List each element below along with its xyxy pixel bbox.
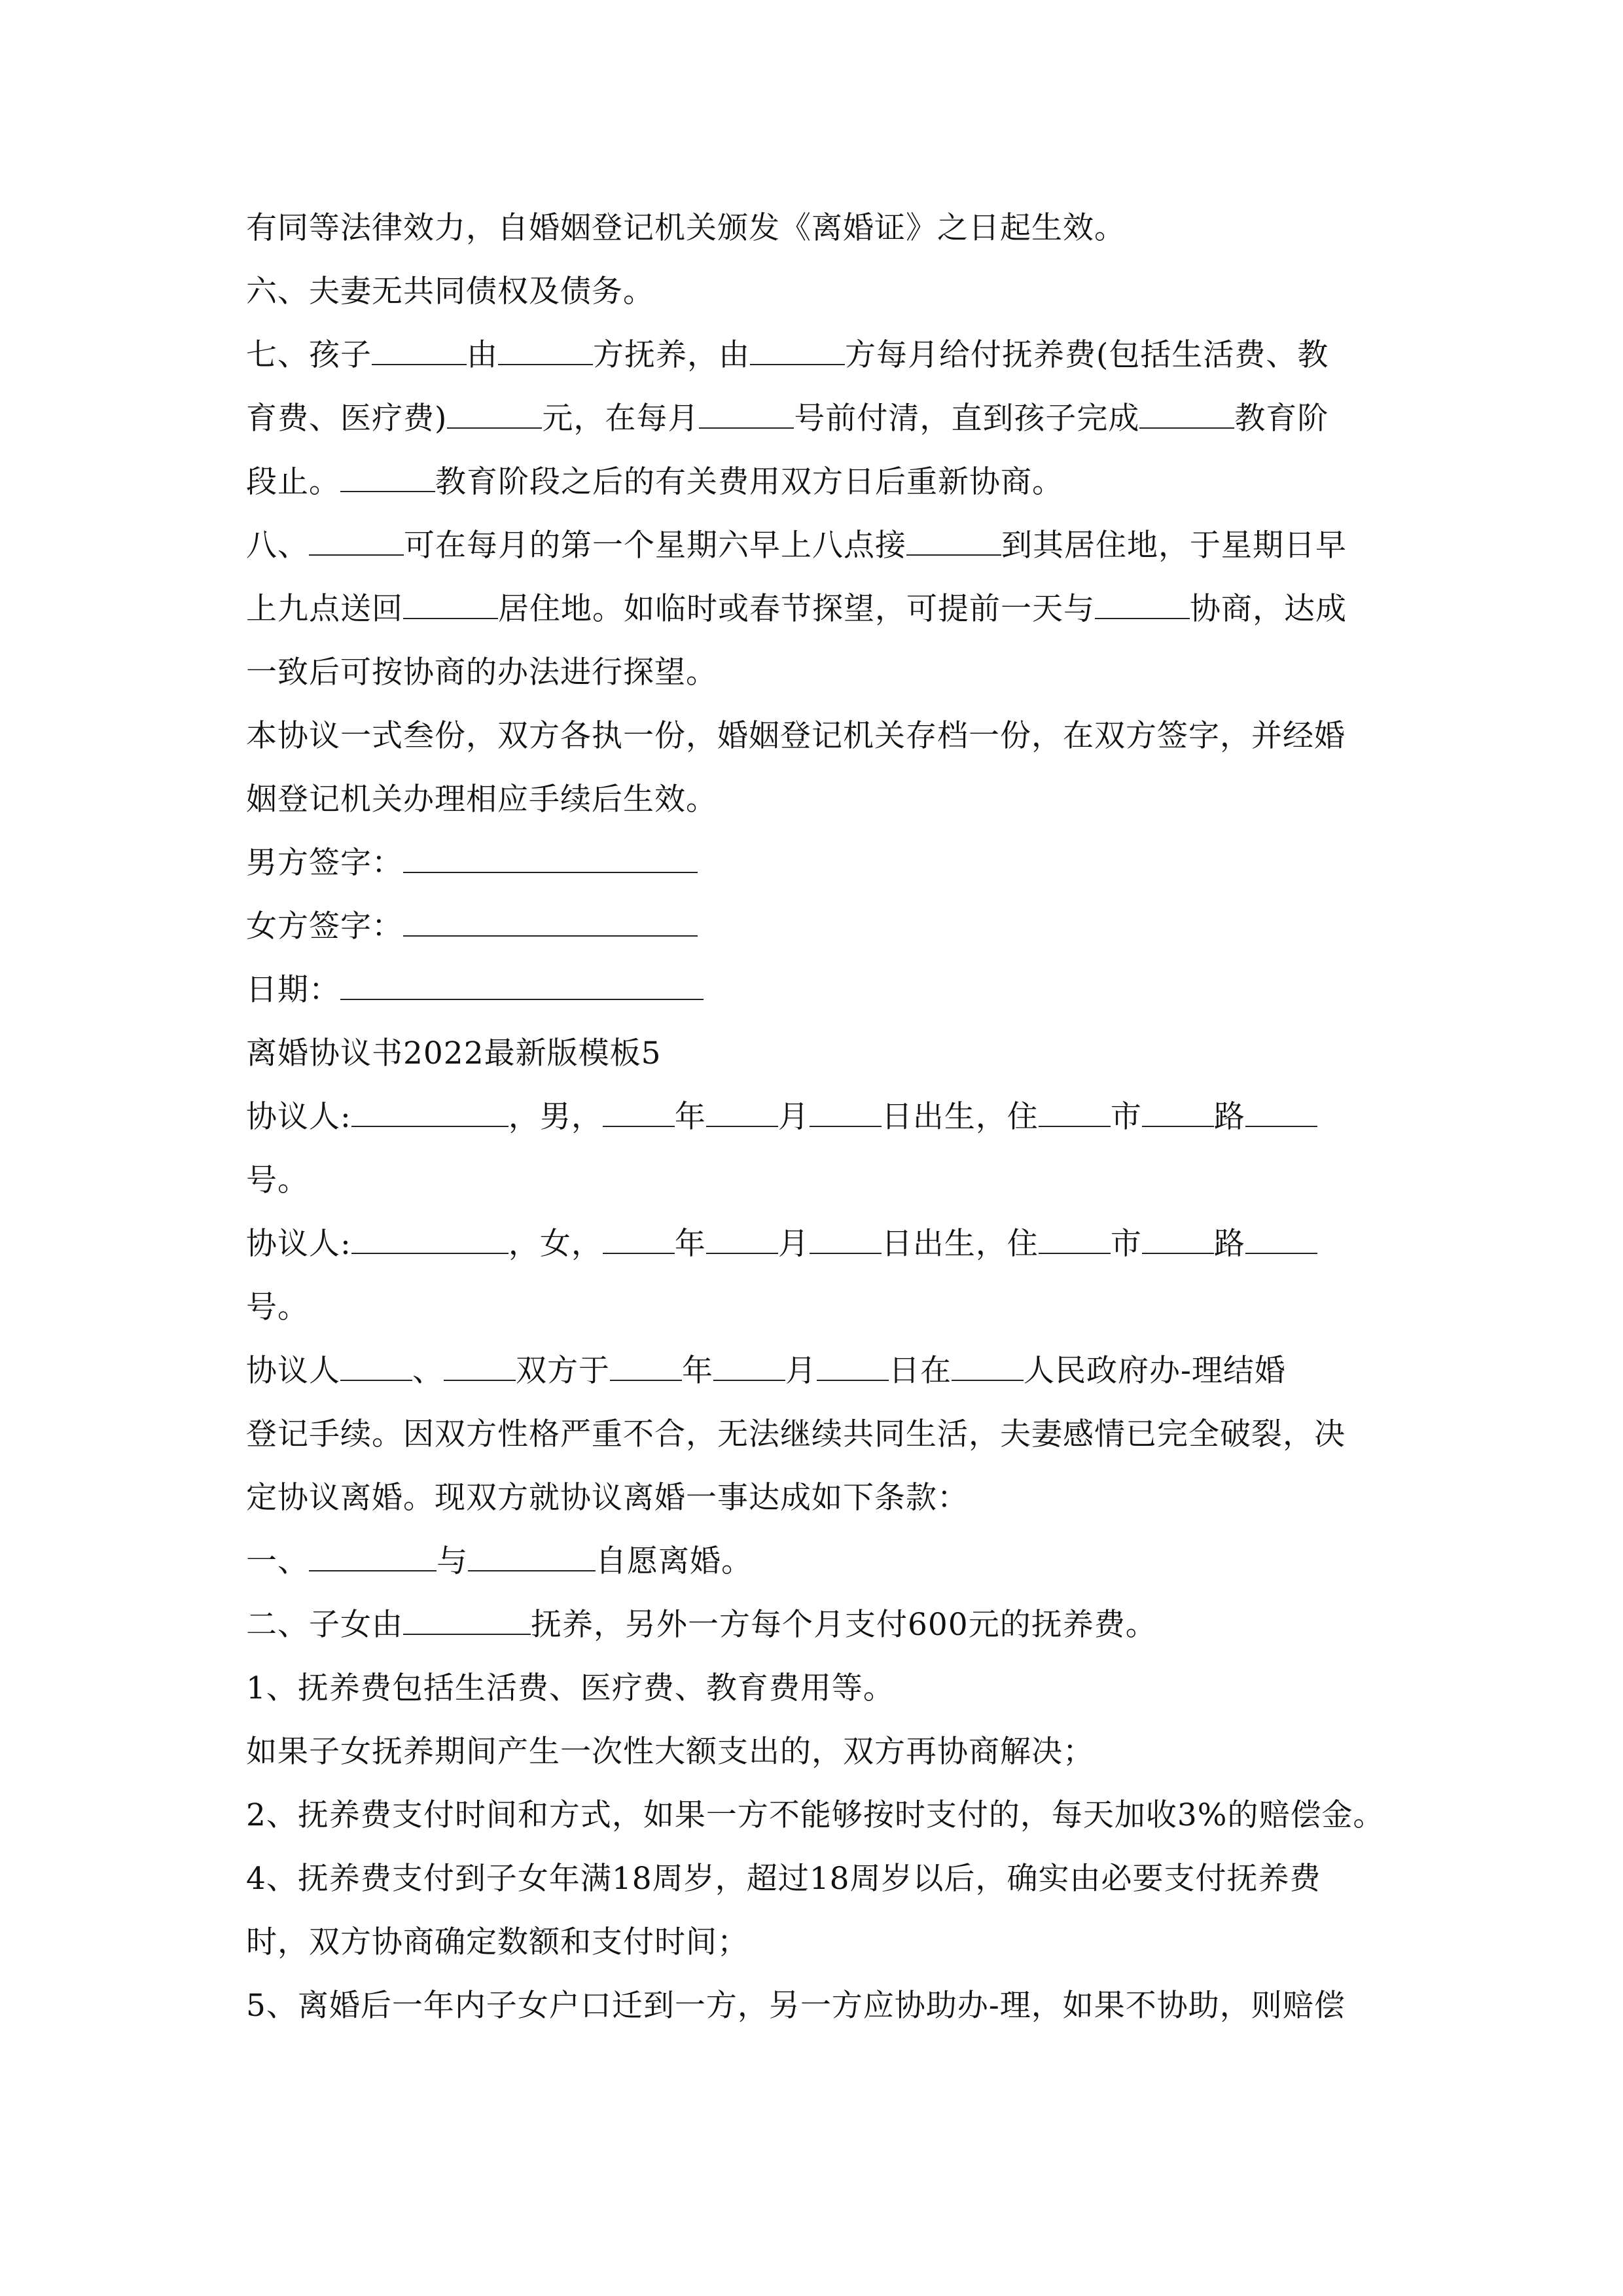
clause-one — [246, 1530, 1378, 1593]
text-segment: 月 — [785, 1353, 817, 1389]
fill-blank — [498, 335, 593, 365]
text-line: 一致后可按协商的办法进行探望。 — [246, 655, 717, 691]
text-line: 有同等法律效力，自婚姻登记机关颁发《离婚证》之日起生效。 — [246, 210, 1126, 246]
text-segment: 日出生，住 — [881, 1099, 1039, 1135]
female-signature-line — [246, 895, 1378, 958]
text-segment: 一、 — [246, 1543, 309, 1579]
text-line: 本协议一式叁份，双方各执一份，婚姻登记机关存档一份，在双方签字，并经婚 — [246, 718, 1346, 754]
text-segment: 号前付清，直到孩子完成 — [794, 401, 1140, 437]
text-line: 登记手续。因双方性格严重不合，无法继续共同生活，夫妻感情已完全破裂，决 — [246, 1416, 1346, 1452]
text-segment: ，男， — [508, 1099, 603, 1135]
document-body — [246, 196, 1385, 2037]
text-line: 5、离婚后一年内子女户口迁到一方，另一方应协助办-理，如果不协助，则赔偿 — [246, 1988, 1346, 2024]
fill-blank — [351, 1224, 508, 1254]
fill-blank — [810, 1224, 882, 1254]
fill-blank — [1245, 1224, 1317, 1254]
text-segment: ，女， — [508, 1226, 603, 1262]
text-line: 号。 — [246, 1162, 309, 1198]
text-segment: 二、子女由 — [246, 1607, 403, 1643]
party-line — [246, 1085, 1378, 1149]
male-signature-label: 男方签字： — [246, 845, 403, 881]
fill-blank — [706, 1224, 778, 1254]
text-segment: 居住地。如临时或春节探望，可提前一天与 — [498, 591, 1095, 627]
text-segment: 协商，达成 — [1190, 591, 1347, 627]
text-segment: 月 — [777, 1226, 810, 1262]
text-segment: 教育阶 — [1234, 401, 1329, 437]
text-segment: 方抚养，由 — [593, 337, 750, 373]
fill-blank — [309, 1541, 437, 1571]
section-title: 离婚协议书2022最新版模板5 — [246, 1035, 662, 1071]
text-segment: 抚养，另外一方每个月支付600元的抚养费。 — [531, 1607, 1157, 1643]
text-segment: 方每月给付抚养费(包括生活费、教 — [845, 337, 1329, 373]
text-segment: 可在每月的第一个星期六早上八点接 — [404, 528, 906, 564]
fill-blank — [1142, 1097, 1214, 1127]
text-segment: 市 — [1110, 1226, 1142, 1262]
text-line — [246, 1339, 1378, 1403]
text-line: 定协议离婚。现双方就协议离婚一事达成如下条款： — [246, 1480, 969, 1516]
text-segment: 市 — [1110, 1099, 1142, 1135]
clause-eight — [246, 514, 1378, 577]
male-signature-line — [246, 831, 1378, 895]
text-segment: 路 — [1213, 1099, 1245, 1135]
text-line — [246, 387, 1378, 450]
text-segment: 到其居住地，于星期日早 — [1001, 528, 1347, 564]
text-segment: 自愿离婚。 — [596, 1543, 753, 1579]
clause-seven — [246, 323, 1378, 387]
fill-blank — [603, 1097, 675, 1127]
fill-blank — [906, 526, 1001, 556]
fill-blank — [468, 1541, 596, 1571]
text-segment: 人民政府办-理结婚 — [1024, 1353, 1286, 1389]
clause-six: 六、夫妻无共同债权及债务。 — [246, 274, 654, 310]
fill-blank — [603, 1224, 675, 1254]
fill-blank — [1039, 1097, 1111, 1127]
text-line: 如果子女抚养期间产生一次性大额支出的，双方再协商解决； — [246, 1734, 1094, 1770]
fill-blank — [750, 335, 845, 365]
signature-blank — [403, 906, 698, 937]
text-segment: 上九点送回 — [246, 591, 403, 627]
fill-blank — [1142, 1224, 1214, 1254]
fill-blank — [403, 589, 498, 619]
party-line — [246, 1212, 1378, 1276]
text-segment: 育费、医疗费) — [246, 401, 448, 437]
text-segment: 日出生，住 — [881, 1226, 1039, 1262]
fill-blank — [810, 1097, 882, 1127]
fill-blank — [706, 1097, 778, 1127]
fill-blank — [952, 1351, 1024, 1381]
text-segment: 协议人: — [246, 1226, 351, 1262]
fill-blank — [1039, 1224, 1111, 1254]
fill-blank — [699, 399, 794, 429]
date-blank — [340, 970, 704, 1000]
fill-blank — [713, 1351, 785, 1381]
fill-blank — [372, 335, 467, 365]
text-segment: 年 — [682, 1353, 713, 1389]
text-segment: 、 — [412, 1353, 444, 1389]
text-line: 姻登记机关办理相应手续后生效。 — [246, 781, 717, 817]
text-segment: 双方于 — [516, 1353, 610, 1389]
text-segment: 月 — [777, 1099, 810, 1135]
text-segment: 年 — [674, 1226, 706, 1262]
text-segment: 段止。 — [246, 464, 340, 500]
text-segment: 七、孩子 — [246, 337, 372, 373]
fill-blank — [351, 1097, 508, 1127]
fill-blank — [340, 1351, 412, 1381]
text-line — [246, 577, 1378, 641]
fill-blank — [1139, 399, 1234, 429]
text-line: 号。 — [246, 1289, 309, 1325]
text-segment: 协议人: — [246, 1099, 351, 1135]
clause-two — [246, 1593, 1378, 1657]
text-segment: 日在 — [889, 1353, 952, 1389]
fill-blank — [444, 1351, 516, 1381]
text-segment: 元，在每月 — [542, 401, 700, 437]
fill-blank — [447, 399, 542, 429]
text-segment: 年 — [674, 1099, 706, 1135]
date-line — [246, 958, 1378, 1022]
text-segment: 与 — [437, 1543, 468, 1579]
signature-blank — [403, 843, 698, 873]
text-line: 4、抚养费支付到子女年满18周岁，超过18周岁以后，确实由必要支付抚养费 — [246, 1861, 1321, 1897]
fill-blank — [610, 1351, 682, 1381]
fill-blank — [309, 526, 404, 556]
text-line — [246, 450, 1378, 514]
text-segment: 八、 — [246, 528, 309, 564]
text-segment: 协议人 — [246, 1353, 340, 1389]
text-segment: 教育阶段之后的有关费用双方日后重新协商。 — [435, 464, 1063, 500]
fill-blank — [1095, 589, 1190, 619]
fill-blank — [1245, 1097, 1317, 1127]
date-label: 日期： — [246, 972, 340, 1008]
fill-blank — [403, 1605, 531, 1635]
text-line: 2、抚养费支付时间和方式，如果一方不能够按时支付的，每天加收3%的赔偿金。 — [246, 1797, 1385, 1833]
female-signature-label: 女方签字： — [246, 908, 403, 944]
text-line: 1、抚养费包括生活费、医疗费、教育费用等。 — [246, 1670, 895, 1706]
text-segment: 由 — [467, 337, 498, 373]
fill-blank — [340, 462, 435, 492]
text-segment: 路 — [1213, 1226, 1245, 1262]
text-line: 时，双方协商确定数额和支付时间； — [246, 1924, 749, 1960]
fill-blank — [817, 1351, 889, 1381]
